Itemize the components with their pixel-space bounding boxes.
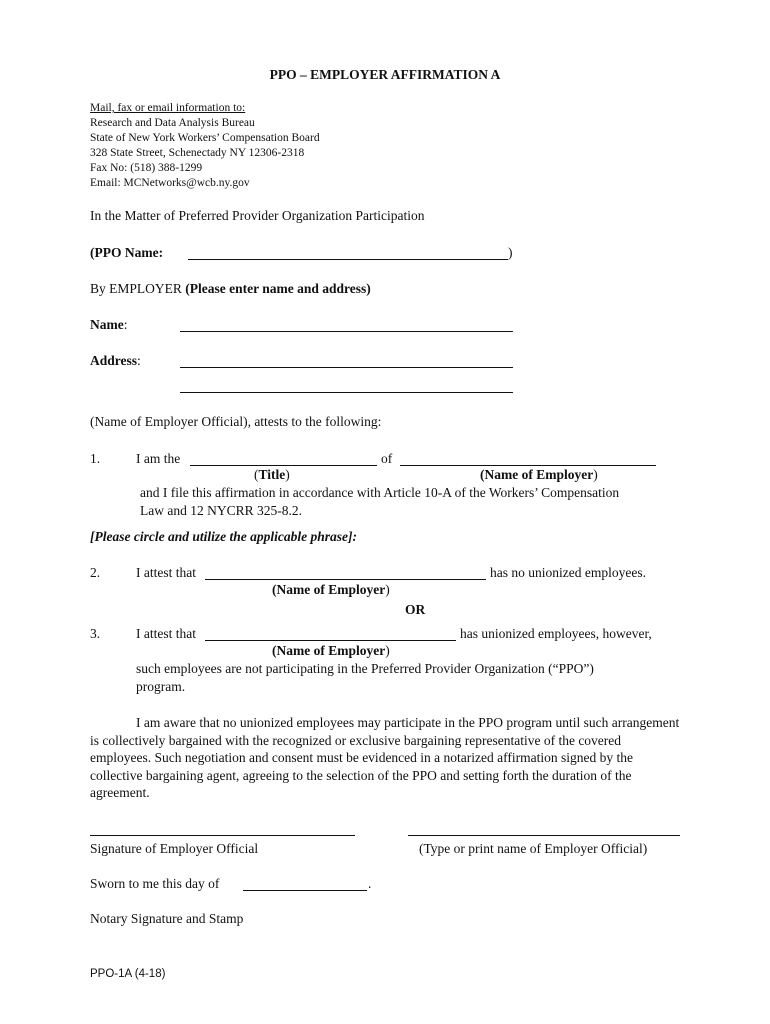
mail-info-line2: State of New York Workers’ Compensation Board xyxy=(90,132,320,144)
caption-open-paren: ( xyxy=(254,467,259,482)
mail-info-line1: Research and Data Analysis Bureau xyxy=(90,117,255,129)
mail-info-email[interactable]: Email: MCNetworks@wcb.ny.gov xyxy=(90,177,250,189)
signature-line[interactable] xyxy=(90,835,355,836)
item2-number: 2. xyxy=(90,565,101,580)
by-employer-prefix: By EMPLOYER xyxy=(90,281,186,296)
item3-caption xyxy=(272,643,390,659)
or-separator: OR xyxy=(405,602,426,617)
signature-label: Signature of Employer Official xyxy=(90,841,259,856)
attests-statement: (Name of Employer Official), attests to the following: xyxy=(90,414,382,429)
sworn-period: . xyxy=(368,876,372,891)
sworn-lead: Sworn to me this day of xyxy=(90,876,220,891)
caption-close-paren: ) xyxy=(385,643,390,658)
item2-tail: has no unionized employees. xyxy=(490,565,646,580)
item3-line2: such employees are not participating in the Preferred Provider Organization (“PPO”) xyxy=(136,661,594,676)
aware-paragraph: I am aware that no unionized employees may participate in the PPO program until such arrangement is collectively bargained with the recognized or exclusive bargaining representative of the covered employees. Such negotiation and consent must be evidenced in a notarized affirmation signed by the collective bargaining agent, agreeing to the selection of the PPO and setting forth the duration of the agreement. xyxy=(90,715,680,800)
mail-info-line3: 328 State Street, Schenectady NY 12306-2318 xyxy=(90,147,305,159)
address-field-line1[interactable] xyxy=(180,367,513,368)
item1-employer-caption xyxy=(480,467,598,483)
address-label-wrap xyxy=(90,353,141,369)
item2-caption xyxy=(272,582,390,598)
caption-close-paren: ) xyxy=(285,467,290,482)
item2-lead: I attest that xyxy=(136,565,196,580)
item3-line3: program. xyxy=(136,679,186,694)
item3-lead: I attest that xyxy=(136,626,196,641)
print-name-label: (Type or print name of Employer Official) xyxy=(419,841,648,856)
item1-line3: Law and 12 NYCRR 325-8.2. xyxy=(140,503,302,518)
caption-employer: (Name of Employer xyxy=(272,582,386,597)
item1-of: of xyxy=(381,451,393,466)
address-label: Address xyxy=(90,353,138,368)
employer-name-field[interactable] xyxy=(180,331,513,332)
notary-label: Notary Signature and Stamp xyxy=(90,911,244,926)
caption-close-paren: ) xyxy=(593,467,598,482)
mail-info-heading: Mail, fax or email information to: xyxy=(90,102,246,114)
name-label-colon: : xyxy=(123,317,128,332)
item1-line2: and I file this affirmation in accordance with Article 10-A of the Workers’ Compensation xyxy=(140,485,620,500)
item2-employer-field[interactable] xyxy=(205,579,486,580)
item1-title-caption xyxy=(254,467,290,483)
caption-employer: (Name of Employer xyxy=(272,643,386,658)
item1-number: 1. xyxy=(90,451,101,466)
form-title: PPO – EMPLOYER AFFIRMATION A xyxy=(269,67,501,82)
item1-title-field[interactable] xyxy=(190,465,377,466)
caption-employer: (Name of Employer xyxy=(480,467,594,482)
sworn-date-field[interactable] xyxy=(243,890,367,891)
by-employer-instruction: (Please enter name and address) xyxy=(185,281,371,296)
ppo-name-field[interactable] xyxy=(188,259,508,260)
ppo-name-close-paren: ) xyxy=(508,245,513,260)
instruction-text: [Please circle and utilize the applicable phrase]: xyxy=(90,529,357,544)
caption-title: Title xyxy=(258,467,286,482)
matter-heading: In the Matter of Preferred Provider Organization Participation xyxy=(90,208,425,223)
form-number-footer: PPO-1A (4-18) xyxy=(90,968,166,980)
item3-employer-field[interactable] xyxy=(205,640,456,641)
item3-tail: has unionized employees, however, xyxy=(460,626,652,641)
print-name-line[interactable] xyxy=(408,835,680,836)
caption-close-paren: ) xyxy=(385,582,390,597)
address-label-colon: : xyxy=(137,353,141,368)
ppo-name-label: (PPO Name: xyxy=(90,245,164,260)
item3-number: 3. xyxy=(90,626,101,641)
name-label: Name xyxy=(90,317,124,332)
mail-info-fax: Fax No: (518) 388-1299 xyxy=(90,162,203,174)
name-label-wrap xyxy=(90,317,128,333)
address-field-line2[interactable] xyxy=(180,392,513,393)
by-employer-line xyxy=(90,281,371,297)
item1-lead: I am the xyxy=(136,451,181,466)
item1-employer-field[interactable] xyxy=(400,465,656,466)
